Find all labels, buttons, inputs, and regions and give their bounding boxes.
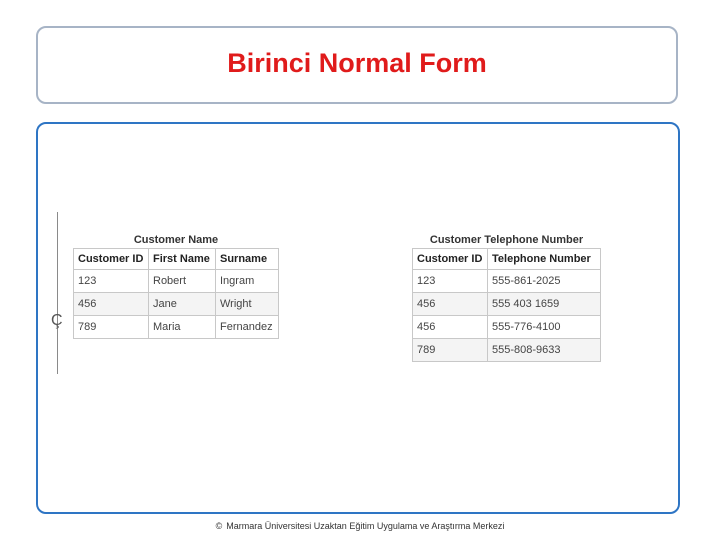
divider-line xyxy=(57,212,58,374)
header-telephone-number: Telephone Number xyxy=(488,249,601,270)
cell-customer-id: 123 xyxy=(74,270,149,293)
header-first-name: First Name xyxy=(149,249,216,270)
copyright-icon: © xyxy=(215,521,223,531)
title-panel xyxy=(36,26,678,104)
cell-customer-id: 123 xyxy=(413,270,488,293)
customer-telephone-table xyxy=(412,248,601,362)
cell-surname: Wright xyxy=(216,293,279,316)
cell-first-name: Jane xyxy=(149,293,216,316)
table-header-row xyxy=(413,249,601,270)
cell-telephone-number: 555-776-4100 xyxy=(488,316,601,339)
cell-customer-id: 789 xyxy=(413,339,488,362)
header-customer-id: Customer ID xyxy=(413,249,488,270)
cell-customer-id: 456 xyxy=(413,293,488,316)
header-customer-id: Customer ID xyxy=(74,249,149,270)
table-row xyxy=(413,293,601,316)
customer-name-table xyxy=(73,248,279,339)
customer-telephone-caption: Customer Telephone Number xyxy=(429,234,584,246)
cell-surname: Fernandez xyxy=(216,316,279,339)
table-header-row xyxy=(74,249,279,270)
table-row xyxy=(413,270,601,293)
footer-text: Marmara Üniversitesi Uzaktan Eğitim Uygulama ve Araştırma Merkezi xyxy=(226,521,505,531)
cell-first-name: Maria xyxy=(149,316,216,339)
table-row xyxy=(74,293,279,316)
footer xyxy=(0,521,720,531)
customer-name-table-block xyxy=(73,233,279,339)
cell-telephone-number: 555-861-2025 xyxy=(488,270,601,293)
cell-telephone-number: 555 403 1659 xyxy=(488,293,601,316)
cell-first-name: Robert xyxy=(149,270,216,293)
table-row xyxy=(74,316,279,339)
slide-title: Birinci Normal Form xyxy=(227,48,487,78)
cell-customer-id: 456 xyxy=(413,316,488,339)
cell-customer-id: 456 xyxy=(74,293,149,316)
cell-customer-id: 789 xyxy=(74,316,149,339)
table-row xyxy=(413,339,601,362)
table-row xyxy=(413,316,601,339)
customer-name-caption: Customer Name xyxy=(133,234,219,246)
stray-character: Ç xyxy=(51,312,63,329)
header-surname: Surname xyxy=(216,249,279,270)
table-row xyxy=(74,270,279,293)
customer-telephone-table-block xyxy=(412,233,601,362)
cell-telephone-number: 555-808-9633 xyxy=(488,339,601,362)
cell-surname: Ingram xyxy=(216,270,279,293)
